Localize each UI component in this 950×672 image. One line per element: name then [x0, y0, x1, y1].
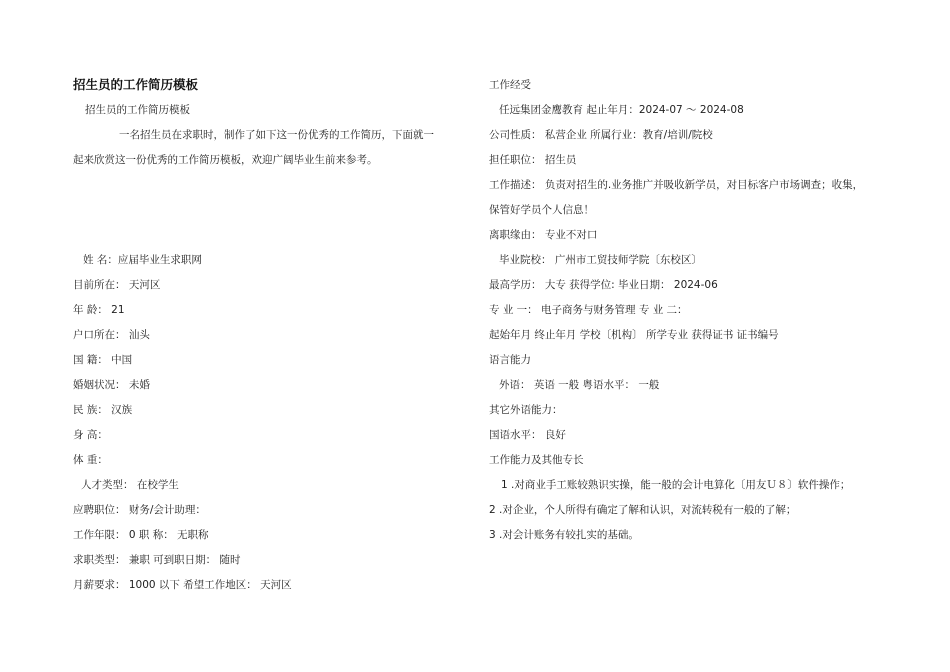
field-hukou: 户口所在： 汕头 — [73, 329, 150, 341]
document-title: 招生员的工作简历模板 — [73, 77, 199, 92]
section-language: 语言能力 — [489, 354, 531, 366]
job-title: 担任职位： 招生员 — [489, 154, 577, 166]
skill-item-1: 1 .对商业手工账较熟识实操，能一般的会计电算化〔用友Ｕ８〕软件操作； — [501, 479, 851, 491]
work-company: 任远集团金鹰教育 起止年月：2024-07 ～ 2024-08 — [499, 104, 744, 116]
field-location: 目前所在： 天河区 — [73, 279, 161, 291]
skill-item-2: 2 .对企业，个人所得有确定了解和认识，对流转税有一般的了解； — [489, 504, 797, 516]
intro-line-1: 一名招生员在求职时，制作了如下这一份优秀的工作简历，下面就一 — [119, 129, 434, 141]
field-weight: 体 重： — [73, 454, 108, 466]
field-height: 身 高： — [73, 429, 108, 441]
job-description-cont: 保管好学员个人信息！ — [489, 204, 594, 216]
section-work-experience: 工作经受 — [489, 79, 531, 91]
intro-line-2: 起来欣赏这一份优秀的工作简历模板，欢迎广阔毕业生前来参考。 — [73, 154, 378, 166]
field-ethnicity: 民 族： 汉族 — [73, 404, 133, 416]
leave-reason: 离职缘由： 专业不对口 — [489, 229, 598, 241]
section-skills: 工作能力及其他专长 — [489, 454, 584, 466]
document-subtitle: 招生员的工作简历模板 — [85, 104, 190, 116]
field-age: 年 龄： 21 — [73, 304, 125, 316]
field-name: 姓 名：应届毕业生求职网 — [83, 254, 202, 266]
skill-item-3: 3 .对会计账务有较扎实的基础。 — [489, 529, 639, 541]
field-job-type: 求职类型： 兼职 可到职日期： 随时 — [73, 554, 241, 566]
field-talent-type: 人才类型： 在校学生 — [81, 479, 179, 491]
field-work-years: 工作年限： 0 职 称： 无职称 — [73, 529, 209, 541]
mandarin-level: 国语水平： 良好 — [489, 429, 566, 441]
majors: 专 业 一： 电子商务与财务管理 专 业 二： — [489, 304, 688, 316]
field-marital-status: 婚姻状况： 未婚 — [73, 379, 150, 391]
other-languages: 其它外语能力： — [489, 404, 563, 416]
field-nationality: 国 籍： 中国 — [73, 354, 133, 366]
job-description: 工作描述： 负责对招生的.业务推广并吸收新学员，对目标客户市场调查；收集， — [489, 179, 864, 191]
graduate-school: 毕业院校： 广州市工贸技师学院〔东校区〕 — [499, 254, 702, 266]
company-nature: 公司性质： 私营企业 所属行业：教育/培训/院校 — [489, 129, 713, 141]
field-position: 应聘职位： 财务/会计助理： — [73, 504, 206, 516]
foreign-language: 外语： 英语 一般 粤语水平： 一般 — [499, 379, 660, 391]
education: 最高学历： 大专 获得学位: 毕业日期： 2024-06 — [489, 279, 718, 291]
education-table-header: 起始年月 终止年月 学校〔机构〕 所学专业 获得证书 证书编号 — [489, 329, 779, 341]
field-salary: 月薪要求： 1000 以下 希望工作地区： 天河区 — [73, 579, 292, 591]
